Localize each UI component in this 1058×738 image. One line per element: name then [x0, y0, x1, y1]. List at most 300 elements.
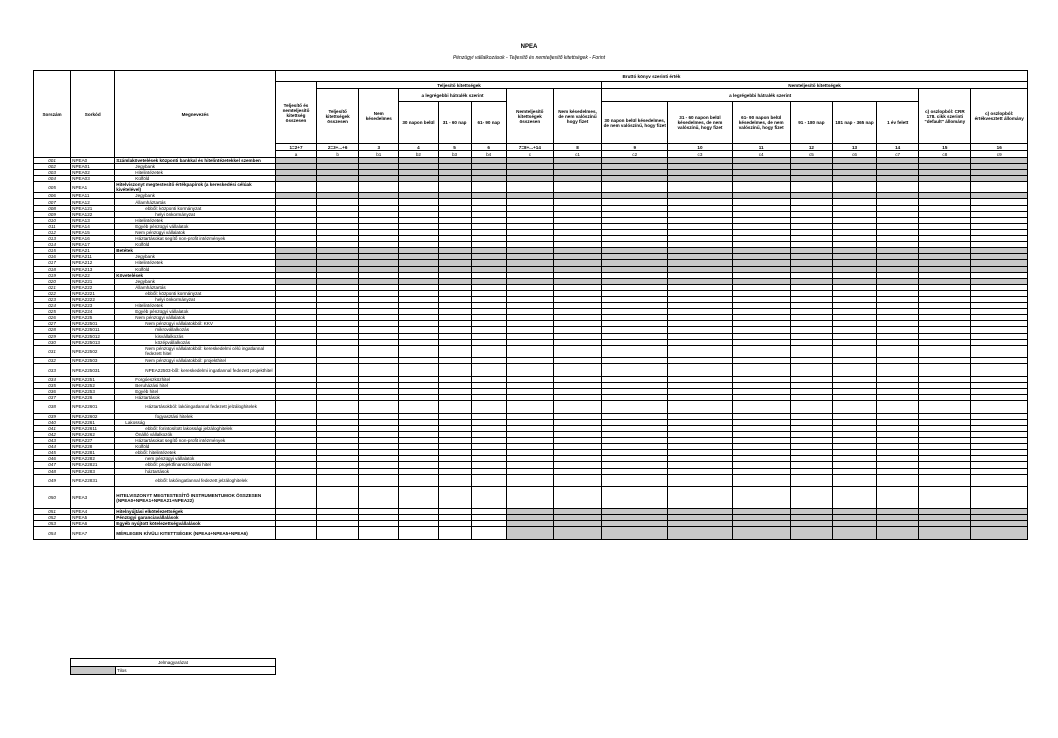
- data-cell[interactable]: [399, 364, 438, 377]
- data-cell[interactable]: [275, 401, 316, 414]
- data-cell[interactable]: [602, 527, 668, 540]
- row-number: 046: [34, 456, 71, 462]
- col-header-c9: c) oszlopból: értékvesztett állomány: [971, 89, 1028, 144]
- col-header-a: Teljesítő és nemteljesítő kitettség összesen: [275, 82, 316, 144]
- row-number: 047: [34, 462, 71, 468]
- data-cell[interactable]: [275, 364, 316, 377]
- data-cell[interactable]: [732, 527, 790, 540]
- row-code: NPEA2283: [71, 468, 115, 474]
- row-code: NPEA22: [71, 272, 115, 278]
- col-header-c7: 1 év felett: [877, 102, 919, 144]
- row-code: NPEA22831: [71, 474, 115, 487]
- row-label: Hitelviszonyt megtestesítő értékpapírok (a kereskedési célúak kivételével): [115, 182, 276, 193]
- row-code: NPEA17: [71, 242, 115, 248]
- col-header-b2: 30 napon belül: [399, 102, 438, 144]
- col-header-sorszam: Sorszám: [34, 71, 71, 158]
- row-code: NPEA2282: [71, 456, 115, 462]
- row-code: NPEA212: [71, 260, 115, 266]
- row-number: 005: [34, 182, 71, 193]
- data-cell[interactable]: [399, 182, 438, 193]
- col-code: c: [506, 151, 553, 158]
- table-row: [34, 527, 1028, 540]
- data-cell[interactable]: [438, 401, 471, 414]
- row-number: 035: [34, 382, 71, 388]
- row-code: NPEA13: [71, 217, 115, 223]
- row-label: Betétek: [115, 248, 276, 254]
- col-subgroup-hatralek-2: a legrégebbi hátralék szerint: [602, 89, 919, 102]
- data-cell[interactable]: [602, 401, 668, 414]
- row-number: 023: [34, 296, 71, 302]
- data-cell[interactable]: [832, 364, 876, 377]
- row-code: NPEA11: [71, 193, 115, 199]
- data-cell[interactable]: [399, 474, 438, 487]
- data-cell[interactable]: [971, 182, 1028, 193]
- table-row: [34, 182, 1028, 193]
- row-number: 001: [34, 158, 71, 164]
- row-label: Külföld: [115, 444, 276, 450]
- row-code: NPEA225012: [71, 333, 115, 339]
- row-number: 050: [34, 487, 71, 509]
- row-code: NPEA121: [71, 205, 115, 211]
- data-cell[interactable]: [438, 182, 471, 193]
- data-cell[interactable]: [506, 182, 553, 193]
- col-header-brutto: Bruttó könyv szerinti érték: [275, 71, 1027, 82]
- col-code: c8: [919, 151, 971, 158]
- col-number: 12: [790, 144, 832, 151]
- data-cell[interactable]: [877, 182, 919, 193]
- col-header-megnevezes: Megnevezés: [115, 71, 276, 158]
- row-number: 022: [34, 290, 71, 296]
- row-number: 031: [34, 345, 71, 358]
- col-number: 9: [602, 144, 668, 151]
- row-number: 034: [34, 376, 71, 382]
- col-header-c6: 181 nap - 365 nap: [832, 102, 876, 144]
- col-number: 15: [919, 144, 971, 151]
- row-number: 006: [34, 193, 71, 199]
- data-cell[interactable]: [832, 345, 876, 358]
- data-cell[interactable]: [317, 345, 359, 358]
- col-subgroup-hatralek-1: a legrégebbi hátralék szerint: [399, 89, 506, 102]
- row-code: NPEA22503: [71, 358, 115, 364]
- data-cell[interactable]: [359, 364, 399, 377]
- row-number: 038: [34, 401, 71, 414]
- col-code: a: [275, 151, 316, 158]
- data-cell[interactable]: [471, 364, 506, 377]
- row-label: Egyéb pénzügyi vállalatok: [115, 309, 276, 315]
- data-cell[interactable]: [877, 487, 919, 509]
- col-code: b1: [359, 151, 399, 158]
- row-code: NPEA223: [71, 303, 115, 309]
- row-label: ebből: projektfinanszírozási hitel: [115, 462, 276, 468]
- data-cell[interactable]: [506, 527, 553, 540]
- col-number: 11: [732, 144, 790, 151]
- data-cell[interactable]: [832, 527, 876, 540]
- data-cell[interactable]: [832, 401, 876, 414]
- col-number: 14: [877, 144, 919, 151]
- data-cell[interactable]: [790, 345, 832, 358]
- data-cell[interactable]: [919, 474, 971, 487]
- data-cell[interactable]: [359, 527, 399, 540]
- data-cell[interactable]: [359, 487, 399, 509]
- row-code: NPEA225: [71, 315, 115, 321]
- data-cell[interactable]: [471, 401, 506, 414]
- row-label: Hitelintézetek: [115, 217, 276, 223]
- col-code: b4: [471, 151, 506, 158]
- data-cell[interactable]: [399, 401, 438, 414]
- data-cell[interactable]: [553, 345, 601, 358]
- row-label: Külföld: [115, 266, 276, 272]
- row-number: 043: [34, 438, 71, 444]
- row-label: helyi önkormányzat: [115, 211, 276, 217]
- row-number: 014: [34, 242, 71, 248]
- data-cell[interactable]: [438, 527, 471, 540]
- row-code: NPEA14: [71, 223, 115, 229]
- row-number: 007: [34, 199, 71, 205]
- row-label: ebből: hitelintézetek: [115, 450, 276, 456]
- col-number: 1=2+7: [275, 144, 316, 151]
- row-number: 030: [34, 339, 71, 345]
- data-cell[interactable]: [553, 527, 601, 540]
- col-number: 5: [438, 144, 471, 151]
- data-cell[interactable]: [790, 182, 832, 193]
- row-code: NPEA225011: [71, 327, 115, 333]
- row-label: Hitelnyújtási elkötelezettségek: [115, 509, 276, 515]
- data-cell[interactable]: [919, 364, 971, 377]
- row-number: 028: [34, 327, 71, 333]
- data-cell[interactable]: [553, 364, 601, 377]
- data-cell[interactable]: [732, 345, 790, 358]
- col-code: c3: [668, 151, 732, 158]
- data-cell[interactable]: [317, 364, 359, 377]
- data-cell[interactable]: [732, 364, 790, 377]
- data-cell[interactable]: [877, 364, 919, 377]
- col-code: c2: [602, 151, 668, 158]
- data-cell[interactable]: [275, 487, 316, 509]
- row-label: Államháztartás: [115, 199, 276, 205]
- data-cell[interactable]: [317, 487, 359, 509]
- data-cell[interactable]: [553, 401, 601, 414]
- report-table: [33, 70, 1028, 540]
- row-number: 016: [34, 254, 71, 260]
- row-label: MÉRLEGEN KÍVÜLI KITETTSÉGEK (NPEA4+NPEA5+NPEA6): [115, 527, 276, 540]
- row-number: 018: [34, 266, 71, 272]
- row-code: NPEA2221: [71, 290, 115, 296]
- col-header-b1: Nem késedelmes: [359, 89, 399, 144]
- row-number: 045: [34, 450, 71, 456]
- row-number: 033: [34, 364, 71, 377]
- row-label: ebből: forintosított lakossági jelzáloghitelek: [115, 425, 276, 431]
- row-label: Jegybank: [115, 278, 276, 284]
- table-row: [34, 345, 1028, 358]
- legend: [70, 658, 276, 675]
- row-code: NPEA22502: [71, 345, 115, 358]
- data-cell[interactable]: [399, 487, 438, 509]
- col-number: 3: [359, 144, 399, 151]
- row-code: NPEA2253: [71, 389, 115, 395]
- data-cell[interactable]: [506, 345, 553, 358]
- row-label: Nem pénzügyi vállalatokból: projekthitel: [115, 358, 276, 364]
- col-code: c5: [790, 151, 832, 158]
- table-row: [34, 474, 1028, 487]
- data-cell[interactable]: [877, 474, 919, 487]
- row-label: Hitelintézetek: [115, 170, 276, 176]
- data-cell[interactable]: [790, 527, 832, 540]
- row-label: Forgóeszközhitel: [115, 376, 276, 382]
- data-cell[interactable]: [602, 487, 668, 509]
- row-code: NPEA2222: [71, 296, 115, 302]
- data-cell[interactable]: [971, 474, 1028, 487]
- col-header-c2: 30 napon belül késedelmes, de nem valószínű, hogy fizet: [602, 102, 668, 144]
- row-label: Lakosság: [115, 419, 276, 425]
- data-cell[interactable]: [471, 487, 506, 509]
- data-cell[interactable]: [877, 401, 919, 414]
- data-cell[interactable]: [359, 474, 399, 487]
- legend-swatch: [71, 667, 116, 675]
- table-row: [34, 487, 1028, 509]
- row-label: ebből: központi kormányzat: [115, 205, 276, 211]
- data-cell[interactable]: [971, 527, 1028, 540]
- col-header-c8: c) oszlopból: CRR 178. cikk szerinti "default" állomány: [919, 89, 971, 144]
- row-label: középvállalkozás: [115, 339, 276, 345]
- row-number: 015: [34, 248, 71, 254]
- row-code: NPEA213: [71, 266, 115, 272]
- row-code: NPEA22602: [71, 413, 115, 419]
- data-cell[interactable]: [602, 364, 668, 377]
- row-label: Számlakövetelések központi bankkal és hitelintézetekkel szemben: [115, 158, 276, 164]
- row-label: Háztartásokból: lakóingatlannal fedezett jelzáloghitelek: [115, 401, 276, 414]
- row-code: NPEA03: [71, 176, 115, 182]
- row-code: NPEA227: [71, 438, 115, 444]
- data-cell[interactable]: [506, 401, 553, 414]
- data-cell[interactable]: [919, 345, 971, 358]
- data-cell[interactable]: [275, 182, 316, 193]
- row-label: Hitelintézetek: [115, 260, 276, 266]
- data-cell[interactable]: [668, 182, 732, 193]
- col-code: c6: [832, 151, 876, 158]
- row-number: 039: [34, 413, 71, 419]
- data-cell[interactable]: [832, 474, 876, 487]
- data-cell[interactable]: [471, 182, 506, 193]
- data-cell[interactable]: [732, 487, 790, 509]
- col-number: 6: [471, 144, 506, 151]
- row-code: NPEA01: [71, 164, 115, 170]
- row-code: NPEA2262: [71, 431, 115, 437]
- data-cell[interactable]: [790, 474, 832, 487]
- data-cell[interactable]: [790, 401, 832, 414]
- row-label: Nem pénzügyi vállalatokból: kereskedelmi célú ingatlannal fedezett hitel: [115, 345, 276, 358]
- row-code: NPEA16: [71, 236, 115, 242]
- row-number: 051: [34, 509, 71, 515]
- col-code: b3: [438, 151, 471, 158]
- data-cell[interactable]: [790, 364, 832, 377]
- row-code: NPEA228: [71, 444, 115, 450]
- row-label: Háztartásokat segítő non-profit intézmények: [115, 236, 276, 242]
- data-cell[interactable]: [602, 474, 668, 487]
- data-cell[interactable]: [919, 487, 971, 509]
- row-code: NPEA2252: [71, 382, 115, 388]
- row-code: NPEA2261: [71, 419, 115, 425]
- table-body: [34, 158, 1028, 540]
- row-code: NPEA15: [71, 229, 115, 235]
- col-header-sorkod: Sorkód: [71, 71, 115, 158]
- data-cell[interactable]: [317, 474, 359, 487]
- data-cell[interactable]: [971, 345, 1028, 358]
- data-cell[interactable]: [919, 527, 971, 540]
- row-label: Jegybank: [115, 254, 276, 260]
- data-cell[interactable]: [668, 364, 732, 377]
- row-label: ebből: lakóingatlannal fedezett jelzáloghitelek: [115, 474, 276, 487]
- row-label: fogyasztási hitelek: [115, 413, 276, 419]
- row-label: Külföld: [115, 176, 276, 182]
- data-cell[interactable]: [732, 474, 790, 487]
- col-code: c1: [553, 151, 601, 158]
- row-label: Követelések: [115, 272, 276, 278]
- table-row: [34, 401, 1028, 414]
- row-label: nem pénzügyi vállalatok: [115, 456, 276, 462]
- col-code: c4: [732, 151, 790, 158]
- page-title: NPEA: [520, 44, 538, 50]
- row-label: Államháztartás: [115, 284, 276, 290]
- data-cell[interactable]: [317, 401, 359, 414]
- row-number: 017: [34, 260, 71, 266]
- col-header-c3: 31 - 60 napon belül késedelmes, de nem valószínű, hogy fizet: [668, 102, 732, 144]
- row-label: helyi önkormányzat: [115, 296, 276, 302]
- col-group-nemteljesito: Nemteljesítő kitettségek: [602, 82, 1028, 89]
- row-code: NPEA1: [71, 182, 115, 193]
- row-number: 011: [34, 223, 71, 229]
- data-cell[interactable]: [438, 345, 471, 358]
- row-number: 048: [34, 468, 71, 474]
- row-code: NPEA2251: [71, 376, 115, 382]
- row-code: NPEA222: [71, 284, 115, 290]
- col-header-c1: Nem késedelmes, de nem valószínű hogy fizet: [553, 89, 601, 144]
- data-cell[interactable]: [877, 345, 919, 358]
- row-number: 054: [34, 527, 71, 540]
- data-cell[interactable]: [919, 401, 971, 414]
- data-cell[interactable]: [668, 345, 732, 358]
- data-cell[interactable]: [553, 474, 601, 487]
- data-cell[interactable]: [971, 364, 1028, 377]
- data-cell[interactable]: [506, 474, 553, 487]
- row-number: 013: [34, 236, 71, 242]
- data-cell[interactable]: [399, 345, 438, 358]
- data-cell[interactable]: [832, 182, 876, 193]
- row-code: NPEA22501: [71, 321, 115, 327]
- data-cell[interactable]: [359, 182, 399, 193]
- col-header-c4: 61- 90 napon belül késedelmes, de nem valószínű, hogy fizet: [732, 102, 790, 144]
- row-number: 027: [34, 321, 71, 327]
- row-label: ebből: központi kormányzat: [115, 290, 276, 296]
- data-cell[interactable]: [919, 182, 971, 193]
- col-code: c7: [877, 151, 919, 158]
- col-code: c9: [971, 151, 1028, 158]
- data-cell[interactable]: [317, 182, 359, 193]
- row-label: Egyéb hitel: [115, 389, 276, 395]
- row-code: NPEA221: [71, 278, 115, 284]
- col-number: 10: [668, 144, 732, 151]
- row-number: 049: [34, 474, 71, 487]
- row-code: NPEA122: [71, 211, 115, 217]
- row-number: 024: [34, 303, 71, 309]
- row-label: mikrovállalkozás: [115, 327, 276, 333]
- data-cell[interactable]: [553, 182, 601, 193]
- data-cell[interactable]: [317, 527, 359, 540]
- data-cell[interactable]: [732, 401, 790, 414]
- row-code: NPEA7: [71, 527, 115, 540]
- col-header-b4: 61- 90 nap: [471, 102, 506, 144]
- row-number: 003: [34, 170, 71, 176]
- row-label: Háztartásokat segítő non-profit intézmények: [115, 438, 276, 444]
- data-cell[interactable]: [275, 345, 316, 358]
- data-cell[interactable]: [790, 487, 832, 509]
- data-cell[interactable]: [506, 487, 553, 509]
- col-number: 7=8+...+14: [506, 144, 553, 151]
- row-number: 053: [34, 521, 71, 527]
- col-number: 13: [832, 144, 876, 151]
- col-header-b: Teljesítő kitettségek összesen: [317, 89, 359, 144]
- row-label: Hitelintézetek: [115, 303, 276, 309]
- data-cell[interactable]: [668, 401, 732, 414]
- col-header-c5: 91 - 180 nap: [790, 102, 832, 144]
- data-cell[interactable]: [668, 474, 732, 487]
- data-cell[interactable]: [832, 487, 876, 509]
- row-number: 021: [34, 284, 71, 290]
- data-cell[interactable]: [359, 401, 399, 414]
- data-cell[interactable]: [399, 527, 438, 540]
- row-label: Háztartások: [115, 395, 276, 401]
- col-number: 4: [399, 144, 438, 151]
- row-label: Jegybank: [115, 193, 276, 199]
- data-cell[interactable]: [438, 474, 471, 487]
- data-cell[interactable]: [732, 182, 790, 193]
- data-cell[interactable]: [668, 527, 732, 540]
- data-cell[interactable]: [359, 345, 399, 358]
- row-label: Egyéb pénzügyi vállalatok: [115, 223, 276, 229]
- row-code: NPEA22611: [71, 425, 115, 431]
- row-number: 025: [34, 309, 71, 315]
- data-cell[interactable]: [438, 364, 471, 377]
- table-row: [34, 364, 1028, 377]
- row-number: 009: [34, 211, 71, 217]
- row-code: NPEA5: [71, 515, 115, 521]
- data-cell[interactable]: [471, 345, 506, 358]
- data-cell[interactable]: [553, 487, 601, 509]
- data-cell[interactable]: [602, 182, 668, 193]
- row-number: 019: [34, 272, 71, 278]
- row-number: 042: [34, 431, 71, 437]
- data-cell[interactable]: [971, 401, 1028, 414]
- row-label: Egyéb nyújtott kötelezettségvállalások: [115, 521, 276, 527]
- row-code: NPEA2281: [71, 450, 115, 456]
- data-cell[interactable]: [668, 487, 732, 509]
- col-header-b3: 31 - 60 nap: [438, 102, 471, 144]
- data-cell[interactable]: [971, 487, 1028, 509]
- row-number: 012: [34, 229, 71, 235]
- row-code: NPEA225013: [71, 339, 115, 345]
- row-label: háztartások: [115, 468, 276, 474]
- row-code: NPEA6: [71, 521, 115, 527]
- data-cell[interactable]: [275, 527, 316, 540]
- data-cell[interactable]: [602, 345, 668, 358]
- data-cell[interactable]: [438, 487, 471, 509]
- data-cell[interactable]: [506, 364, 553, 377]
- data-cell[interactable]: [471, 474, 506, 487]
- row-code: NPEA22821: [71, 462, 115, 468]
- data-cell[interactable]: [877, 527, 919, 540]
- data-cell[interactable]: [275, 474, 316, 487]
- data-cell[interactable]: [471, 527, 506, 540]
- row-code: NPEA22601: [71, 401, 115, 414]
